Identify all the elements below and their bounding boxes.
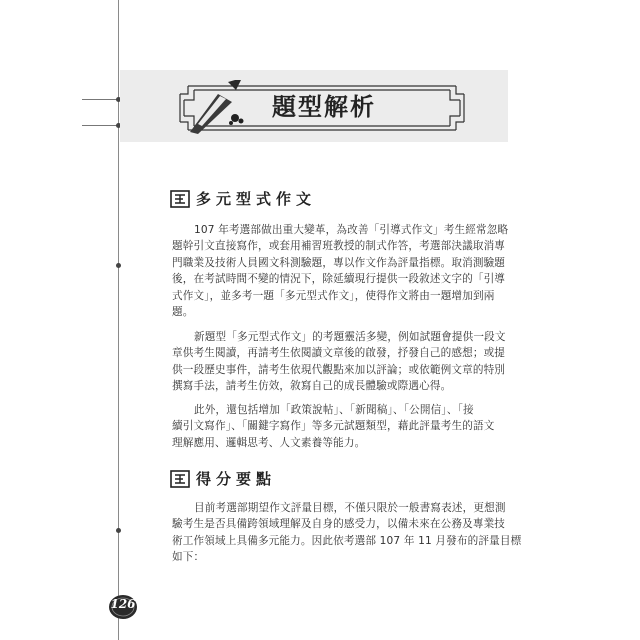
text-line: 後，在考試時間不變的情況下，除延續現行提供一段敘述文字的「引導	[172, 273, 506, 286]
text-line: 題幹引文直接寫作，或套用補習班教授的制式作答，考選部決議取消專	[172, 240, 506, 253]
paragraph-2	[172, 329, 506, 395]
section-heading-2: 得分要點	[196, 470, 277, 488]
text-line: 撰寫手法，請考生仿效，敘寫自己的成長體驗或際遇心得。	[172, 380, 452, 393]
text-line: 107 年考選部做出重大變革，為改善「引導式作文」考生經常忽略	[194, 224, 509, 236]
text-line: 目前考選部期望作文評量目標，不僅只限於一般書寫表述，更想測	[194, 502, 506, 514]
text-line: 術工作領域上具備多元能力。因此依考選部 107 年 11 月發布的評量目標	[172, 534, 522, 547]
section-heading-1: 多元型式作文	[196, 190, 317, 208]
text-line: 理解應用、邏輯思考、人文素養等能力。	[172, 436, 366, 449]
paragraph-3	[172, 402, 498, 451]
text-line: 題。	[172, 306, 194, 319]
paragraph-4	[172, 500, 522, 566]
margin-dot	[116, 528, 121, 533]
text-line: 驗考生是否具備跨領域理解及自身的感受力，以備未來在公務及專業技	[172, 518, 506, 531]
section-bullet-icon	[170, 470, 190, 488]
margin-dot	[116, 263, 121, 268]
text-line: 供一段歷史事件，請考生依現代觀點來加以評論；或依範例文章的特別	[172, 363, 506, 376]
section-bullet-icon	[170, 190, 190, 208]
text-line: 式作文」，並多考一題「多元型式作文」，使得作文將由一題增加到兩	[172, 289, 495, 302]
text-line: 新題型「多元型式作文」的考題靈活多變，例如試題會提供一段文	[194, 331, 506, 343]
text-line: 此外，還包括增加「政策說帖」、「新聞稿」、「公開信」、「接	[194, 404, 474, 416]
page-number: 126	[110, 597, 136, 611]
margin-line	[118, 0, 119, 640]
text-line: 續引文寫作」、「關鍵字寫作」等多元試題類型，藉此評量考生的語文	[172, 420, 495, 433]
text-line: 如下：	[172, 551, 205, 564]
banner-rule-bottom	[82, 125, 118, 126]
text-line: 門職業及技術人員國文科測驗題，專以作文作為評量指標。取消測驗題	[172, 256, 506, 269]
page-title: 題型解析	[272, 92, 376, 121]
banner-rule-top	[82, 99, 118, 100]
text-line: 章供考生閱讀，再請考生依閱讀文章後的啟發，抒發自己的感想；或提	[172, 347, 506, 360]
paragraph-1	[172, 222, 509, 320]
